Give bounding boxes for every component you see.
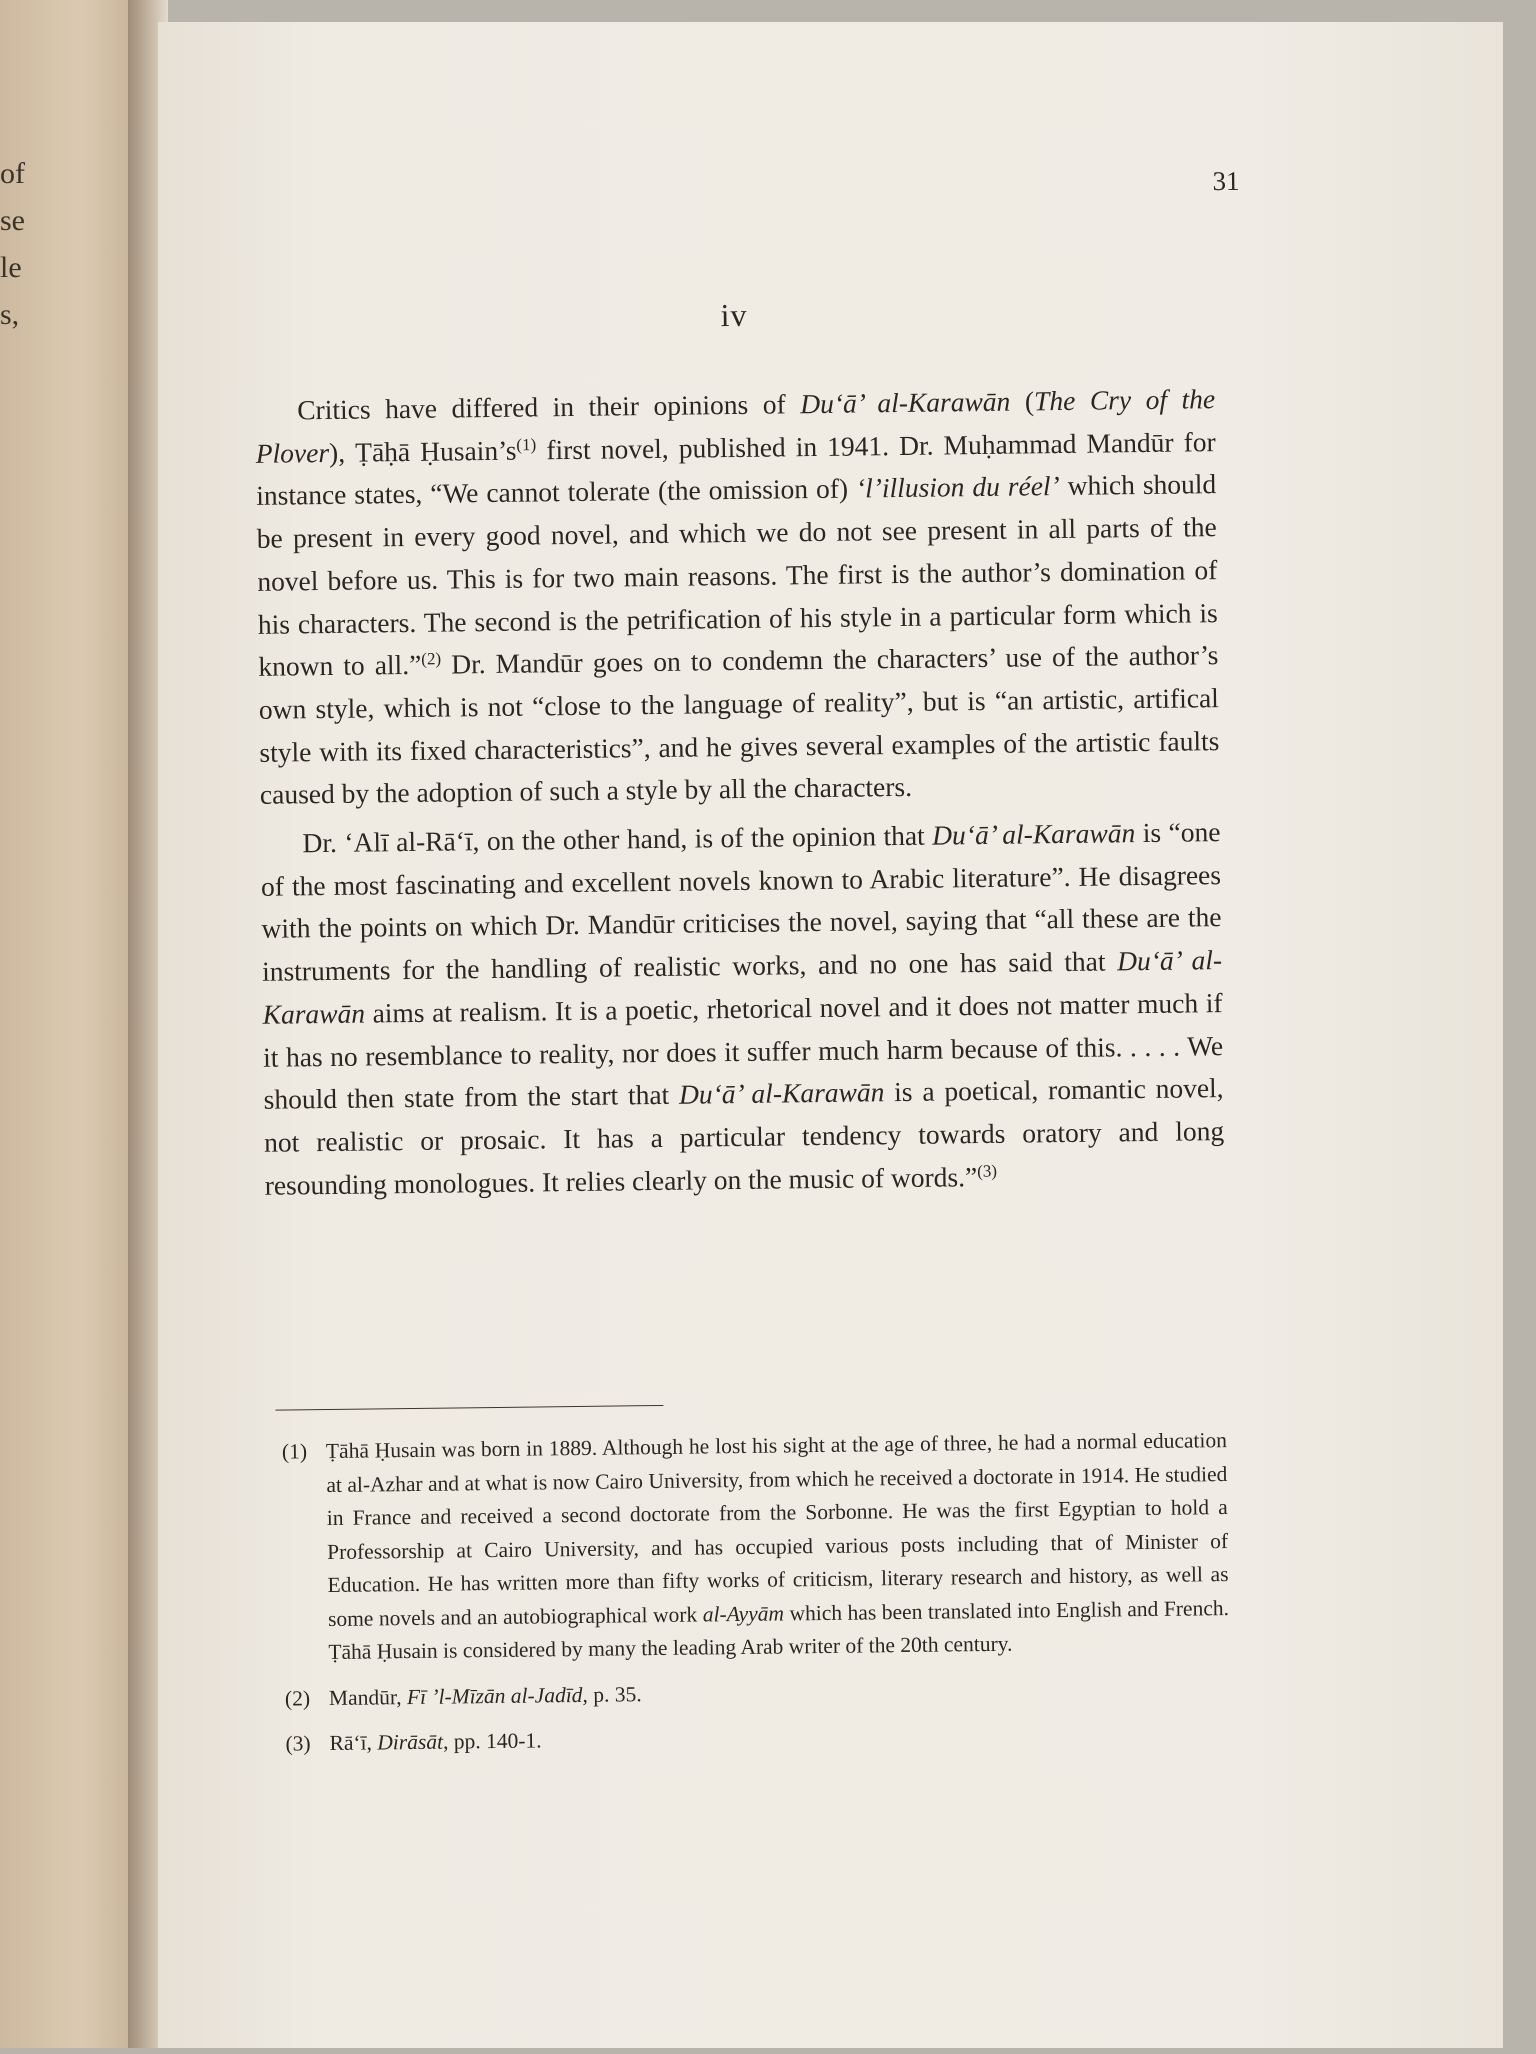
page-number: 31	[1212, 165, 1240, 197]
footnote-text	[329, 1716, 1230, 1761]
text-run: , pp. 140-1.	[442, 1728, 542, 1754]
footnote-number: (1)	[281, 1439, 308, 1464]
italic-text: al-Ayyām	[702, 1600, 785, 1626]
book-page	[158, 22, 1503, 2048]
footnote-divider	[275, 1405, 663, 1411]
text-run: (	[1010, 385, 1035, 417]
text-run: p. 35.	[587, 1681, 642, 1707]
italic-text: ‘l’illusion du réel’	[855, 470, 1060, 504]
text-run: Dr. Mandūr goes on to condemn the characters’ use of the author’s own style, which is not “close to the language of reality”, but is “an artistic, artifical style with its fixed characteristics”, and he gives several examples of the artistic faults caused by the adoption of such a style by all the characters.	[258, 639, 1220, 811]
paragraph	[260, 811, 1225, 1207]
footnote-number: (3)	[285, 1731, 311, 1756]
text-run: Dr. ‘Alī al-Rā‘ī, on the other hand, is of the opinion that	[302, 819, 933, 859]
italic-text: Du‘ā’ al-Karawān	[262, 944, 1223, 1030]
footnote-item	[285, 1716, 1230, 1761]
footnote-text	[329, 1671, 1230, 1716]
footnote-ref: (2)	[421, 649, 442, 669]
italic-text: Du‘ā’ al-Karawān	[800, 385, 1011, 420]
body-text	[255, 378, 1225, 1213]
italic-text: Fī ’l-Mīzān al-Jadīd,	[406, 1682, 588, 1709]
footnotes	[282, 1424, 1231, 1773]
footnote-text	[326, 1424, 1230, 1669]
italic-text: Dirāsāt	[377, 1729, 444, 1755]
paragraph	[255, 378, 1220, 817]
text-run: Critics have differed in their opinions of	[297, 388, 801, 426]
text-run: aims at realism. It is a poetic, rhetorical novel and it does not matter much if it has no resemblance to reality, nor does it suffer much harm because of this. . . . . We should then state from the start that	[262, 986, 1224, 1116]
italic-text: Du‘ā’ al-Karawān	[932, 817, 1136, 851]
footnote-number: (2)	[284, 1685, 311, 1711]
facing-page-text-fragment	[0, 150, 40, 338]
footnote-ref: (1)	[516, 434, 537, 454]
facing-page-line: se	[0, 204, 25, 237]
text-run: which should be present in every good novel, and which we do not see present in all parts of the novel before us. This is for two main reasons. The first is the author’s domination of his characters. The second is the petrification of his style in a particular form which is known to all.”	[256, 468, 1218, 683]
footnote-ref: (3)	[977, 1161, 998, 1181]
text-run: ), Ṭāḥā Ḥusain’s	[328, 434, 517, 468]
text-run: first novel, published in 1941. Dr. Muḥammad Mandūr for instance states, “We cannot tolerate (the omission of)	[256, 425, 1216, 512]
italic-text: Du‘ā’ al-Karawān	[678, 1076, 885, 1110]
footnote-item	[285, 1671, 1230, 1716]
text-run: Mandūr,	[328, 1684, 408, 1710]
text-run: Ṭāhā Ḥusain was born in 1889. Although he lost his sight at the age of three, he had a normal education at al-Azhar and at what is now Cairo University, from which he received a doctorate in 1914. He studied in France and received a second doctorate from the Sorbonne. He was the first Egyptian to hold a Professorship at Cairo University, and has occupied various posts including that of Minister of Education. He has written more than fifty works of criticism, literary research and history, as well as some novels and an autobiographical work	[325, 1428, 1229, 1631]
page-content	[251, 16, 1240, 2054]
facing-page-line: le	[0, 251, 22, 284]
italic-text: The Cry of the Plover	[255, 383, 1216, 469]
text-run: is “one of the most fascinating and excellent novels known to Arabic literature”. He disagrees with the points on which Dr. Mandūr criticises the novel, saying that “all these are the instruments for the handling of realistic works, and no one has said that	[260, 816, 1222, 987]
text-run: Rā‘ī,	[329, 1730, 378, 1756]
text-run: which has been translated into English and French. Ṭāhā Ḥusain is considered by many the leading Arab writer of the 20th century.	[328, 1595, 1230, 1665]
facing-page-line: of	[0, 157, 25, 190]
facing-page-line: s,	[0, 298, 20, 331]
text-run: is a poetical, romantic novel, not realistic or prosaic. It has a particular tendency towards oratory and long resounding monologues. It relies clearly on the music of words.”	[263, 1072, 1225, 1201]
section-heading: iv	[720, 296, 748, 334]
footnote-item	[282, 1424, 1230, 1670]
